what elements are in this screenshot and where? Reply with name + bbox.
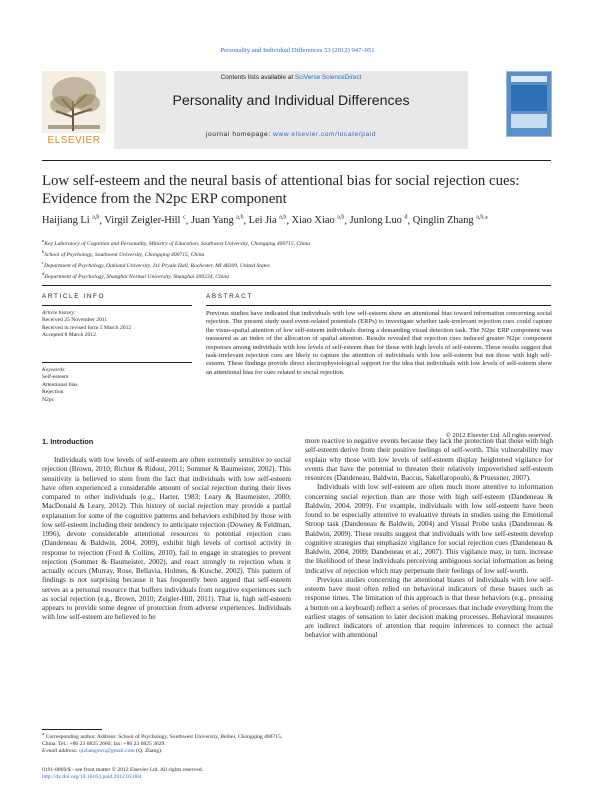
homepage-prefix: journal homepage: bbox=[205, 131, 274, 138]
affiliation bbox=[42, 270, 562, 281]
author-affil-marks: c bbox=[183, 215, 186, 221]
history-label: Article history: bbox=[42, 310, 77, 316]
author-name: Qinglin Zhang bbox=[412, 215, 474, 227]
keywords-label: Keywords: bbox=[42, 367, 67, 373]
right-column bbox=[305, 437, 553, 641]
author-affil-marks: a,b bbox=[337, 215, 345, 221]
introduction-heading: 1. Introduction bbox=[42, 437, 94, 446]
affiliation-text: Department of Psychology, Oakland University, 111 Pryale Hall, Rochester, MI 48309, United States bbox=[44, 262, 270, 269]
affiliation-text: Key Laboratory of Cognition and Personality, Ministry of Education, Southwest University, Chongqing 400715, China bbox=[44, 240, 311, 247]
article-info-heading: ARTICLE INFO bbox=[42, 293, 106, 300]
author-affil-marks: d bbox=[404, 215, 408, 221]
author[interactable] bbox=[350, 215, 408, 226]
keyword: N2pc bbox=[42, 396, 55, 403]
affiliation-text: School of Psychology, Southwest University, Chongqing 400715, China bbox=[44, 251, 205, 258]
email-label: E-mail address: bbox=[42, 748, 78, 755]
keyword: Self-esteem bbox=[42, 374, 69, 381]
journal-title: Personality and Individual Differences bbox=[172, 93, 410, 109]
article-title: Low self-esteem and the neural basis of attentional bias for social rejection cues: Evidence from the N2pc ERP component bbox=[42, 173, 520, 207]
author-list: Haijiang Li $^{a,b}$, Virgil Zeigler-Hill $^c$, Juan Yang $^{a,b}$, Lei Jia $^{a,b}$, Xiao Xiao $^{a,b}$, Junlong Luo $^d$, Qinglin Zhang $^{a,b,⁎}$ bbox=[42, 215, 488, 227]
author[interactable] bbox=[413, 215, 488, 226]
abstract-rule bbox=[206, 305, 551, 306]
journal-cover-thumbnail bbox=[506, 71, 552, 137]
sciencedirect-link[interactable]: SciVerse ScienceDirect bbox=[294, 74, 362, 81]
issn-line: 0191-8869/$ - see front matter © 2012 Elsevier Ltd. All rights reserved. bbox=[42, 767, 203, 773]
body-paragraph: Previous studies concerning the attentional biases of individuals with low self-esteem have most often relied on behavioral indicators of these biases such as response times. The limitation of this approach is that these behaviors (e.g., pressing a button on a keyboard) reflect a series of processes that include everything from the earliest stages of sensation to later decision making processes. Behavioral measures are indirect indicators of attention that require inferences to connect the actual behavior with attentional bbox=[305, 575, 553, 640]
affiliation-text: Department of Psychology, Shanghai Normal University, Shanghai 200234, China bbox=[44, 273, 229, 280]
affiliation-list bbox=[42, 237, 562, 281]
author[interactable] bbox=[249, 215, 287, 226]
left-column bbox=[42, 456, 291, 623]
contents-line bbox=[114, 74, 468, 81]
author-affil-marks: a,b,⁎ bbox=[476, 215, 488, 221]
author-name: Junlong Luo bbox=[349, 215, 402, 227]
affiliation-mark: a bbox=[42, 238, 45, 243]
author[interactable] bbox=[42, 215, 99, 226]
affiliation-mark: c bbox=[42, 259, 44, 265]
affiliation bbox=[42, 237, 562, 248]
footnote-text: Corresponding author. Address: School of Psychology, Southwest University, Beibei, Chongqing 400715, China. Tel.: +86 23 6825 2660; fax: +86 23 6825 3629. bbox=[42, 733, 283, 747]
info-rule bbox=[42, 305, 192, 306]
accepted-date: Accepted 8 March 2012 bbox=[42, 331, 96, 338]
contents-prefix: Contents lists available at bbox=[220, 74, 295, 81]
keywords bbox=[42, 367, 192, 404]
author[interactable] bbox=[104, 215, 185, 226]
abstract-heading: ABSTRACT bbox=[206, 293, 253, 300]
author-affil-marks: a,b bbox=[236, 215, 244, 221]
publisher-name: ELSEVIER bbox=[47, 135, 101, 146]
front-matter bbox=[42, 767, 292, 781]
journal-reference[interactable]: Personality and Individual Differences 53 (2012) 947–951 bbox=[220, 47, 375, 54]
affiliation-mark: b bbox=[42, 248, 45, 254]
footnote-mark: ⁎ bbox=[42, 732, 45, 737]
received-date: Received 25 November 2011 bbox=[42, 317, 108, 324]
body-paragraph: more reactive to negative events because they lack the protection that those with high self-esteem derive from their positive feelings of self-worth. This vulnerability may explain why those with low levels of self-esteem display heightened vigilance for events that have the potential to threaten their relatively impoverished self-esteem resources (Dandeneau, Baldwin, Baccus, Sakellaropoulo, & Pruessner, 2007). bbox=[305, 437, 553, 482]
copyright-notice: © 2012 Elsevier Ltd. All rights reserved. bbox=[445, 432, 552, 439]
corresponding-author-footnote bbox=[42, 731, 292, 755]
homepage-link[interactable]: www.elsevier.com/locate/paid bbox=[273, 131, 377, 138]
author-name: Lei Jia bbox=[248, 215, 277, 227]
affiliation-mark: d bbox=[42, 270, 45, 276]
affiliation bbox=[42, 248, 562, 259]
keyword: Attentional bias bbox=[42, 381, 78, 388]
affiliation bbox=[42, 259, 562, 270]
author-name: Haijiang Li bbox=[42, 215, 90, 227]
author-name: Juan Yang bbox=[190, 215, 234, 227]
author[interactable] bbox=[292, 215, 345, 226]
doi-link[interactable]: http://dx.doi.org/10.1016/j.paid.2012.03.004 bbox=[42, 774, 142, 781]
body-paragraph: Individuals with low self-esteem are often much more attentive to information concerning social rejection than are those with high self-esteem (Dandeneau & Baldwin, 2004, 2009). For example, individuals with low self-esteem have been found to be especially attentive to evaluative threats in studies using the Emotional Stroop task (Dandeneau & Baldwin, 2004) and Visual Probe tasks (Dandeneau & Baldwin, 2009). These results suggest that individuals with low self-esteem develop cognitive strategies that emphasize vigilance for social rejection cues (Dandeneau & Baldwin, 2004, 2009; Dandeneau et al., 2007). This vigilance may, in turn, increase the likelihood of these individuals perceiving ambiguous social information as being indicative of rejection which may perpetuate their feelings of low self-worth. bbox=[305, 483, 553, 575]
abstract-text: Previous studies have indicated that individuals with low self-esteem show an attentional bias toward information concerning social rejection. The present study used event-related potentials (ERPs) to investigate whether task-irrelevant rejection cues could capture the visuo-spatial attention of low self-esteem individuals during a demanding visual detection task. The N2pc ERP component was measured as an index of the allocation of spatial attention. Results revealed that rejection cues induced greater N2pc component responses among individuals with low levels of self-esteem than for those with high levels of self-esteem. These results suggest that task-irrelevant rejection cues are likely to capture the attention of individuals with low self-esteem but not those with high self-esteem. These findings provide direct electrophysiological support for the idea that individuals with low levels of self-esteem show an attentional bias for cues related to social rejection. bbox=[206, 310, 552, 376]
email-link[interactable]: qlzhangswu@gmail.com bbox=[79, 748, 135, 755]
revised-date: Received in revised form 5 March 2012 bbox=[42, 324, 132, 331]
article-history bbox=[42, 310, 192, 339]
email-suffix: (Q. Zhang). bbox=[136, 748, 163, 755]
journal-masthead bbox=[42, 71, 551, 156]
author[interactable] bbox=[191, 215, 244, 226]
keyword: Rejection bbox=[42, 389, 64, 396]
keywords-rule bbox=[42, 362, 192, 363]
section-rule bbox=[42, 285, 551, 286]
journal-banner bbox=[114, 71, 468, 149]
header-rule bbox=[42, 160, 551, 161]
journal-homepage bbox=[114, 131, 468, 138]
author-name: Virgil Zeigler-Hill bbox=[104, 215, 181, 227]
body-paragraph: Individuals with low levels of self-esteem are often extremely sensitive to social rejection (Brown, 2010; Richter & Ridout, 2011; Sommer & Baumeister, 2002). This sensitivity is believed to stem from the fact that individuals with low self-esteem have often experienced a considerable amount of social rejection during their lives compared to other individuals (e.g., Harter, 1983; Leary & Baumeister, 2000; MacDonald & Leary, 2012). This history of social rejection may provide a partial explanation for some of the cognitive patterns and behaviors exhibited by those with low self-esteem including their tendency to anticipate rejection (Downey & Feldman, 1996), devote considerable attentional resources to potential rejection cues (Dandeneau & Baldwin, 2004, 2009), exhibit high levels of cortisol activity in response to rejection (Ford & Collins, 2010), fail to engage in strategies to prevent rejection (Sommer & Baumeister, 2002), and react strongly to rejection when it actually occurs (Murray, Rose, Bellavia, Holmes, & Kusche, 2002). This pattern of findings is not surprising because it has frequently been argued that self-esteem serves as a personal resource that buffers individuals from negative experiences such as social rejection (e.g., Brown, 2010; Zeigler-Hill, 2011). That is, high self-esteem appears to provide some degree of protection from adverse experiences. Individuals with low self-esteem are believed to be bbox=[42, 456, 291, 622]
author-name: Xiao Xiao bbox=[291, 215, 335, 227]
footnote-rule bbox=[42, 729, 102, 730]
author-affil-marks: a,b bbox=[279, 215, 287, 221]
elsevier-logo bbox=[42, 71, 106, 151]
author-affil-marks: a,b bbox=[92, 215, 100, 221]
